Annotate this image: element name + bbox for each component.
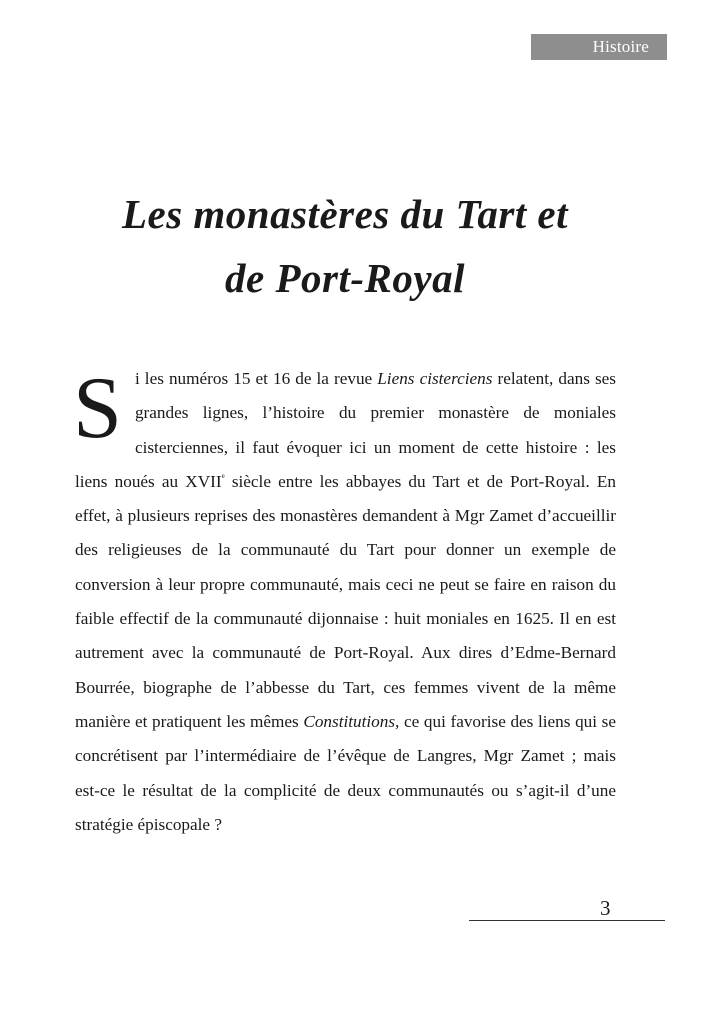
page-rule bbox=[469, 920, 665, 921]
journal-title: Liens cisterciens bbox=[377, 369, 493, 388]
section-tab bbox=[531, 34, 667, 60]
century-superscript: e bbox=[221, 471, 225, 480]
title-line-1: Les monastères du Tart et bbox=[121, 191, 569, 237]
body-text-3: siècle entre les abbayes du Tart et de Port-Royal. En effet, à plusieurs reprises des monastères demandent à Mgr Zamet d’accueillir des religieuses de la communauté du Tart pour donner un exemple de conversion à leur propre communauté, mais ceci ne peut se faire en raison du faible effectif de la communauté dijonnaise : huit moniales en 1625. Il en est autrement avec la communauté de Port-Royal. Aux dires d’Edme-Bernard Bourrée, biographe de l’abbesse du Tart, ces femmes vivent de la même manière et pratiquent les mêmes bbox=[75, 471, 617, 731]
body-text-4: ce qui favorise des liens qui se concrétisent par l’intermédiaire de l’évêque de Langres, Mgr Zamet ; mais est-ce le résultat de la complicité de deux communautés ou s’agit-il d’une stratégie épiscopale ? bbox=[75, 711, 616, 834]
drop-cap: S bbox=[73, 360, 122, 457]
constitutions-italic: Constitutions, bbox=[303, 711, 400, 731]
body-text-2: relatent, dans ses grandes lignes, l’histoire du premier monastère de moniales cisterciennes, il faut évoquer ici un moment de cette histoire : les liens noués au XVII bbox=[75, 369, 616, 491]
page-number: 3 bbox=[600, 896, 611, 920]
section-label: Histoire bbox=[592, 37, 649, 56]
article-title bbox=[60, 182, 630, 310]
body-text-1: i les numéros 15 et 16 de la revue bbox=[134, 369, 378, 388]
title-line-2: de Port-Royal bbox=[225, 255, 465, 301]
article-body bbox=[75, 362, 616, 842]
